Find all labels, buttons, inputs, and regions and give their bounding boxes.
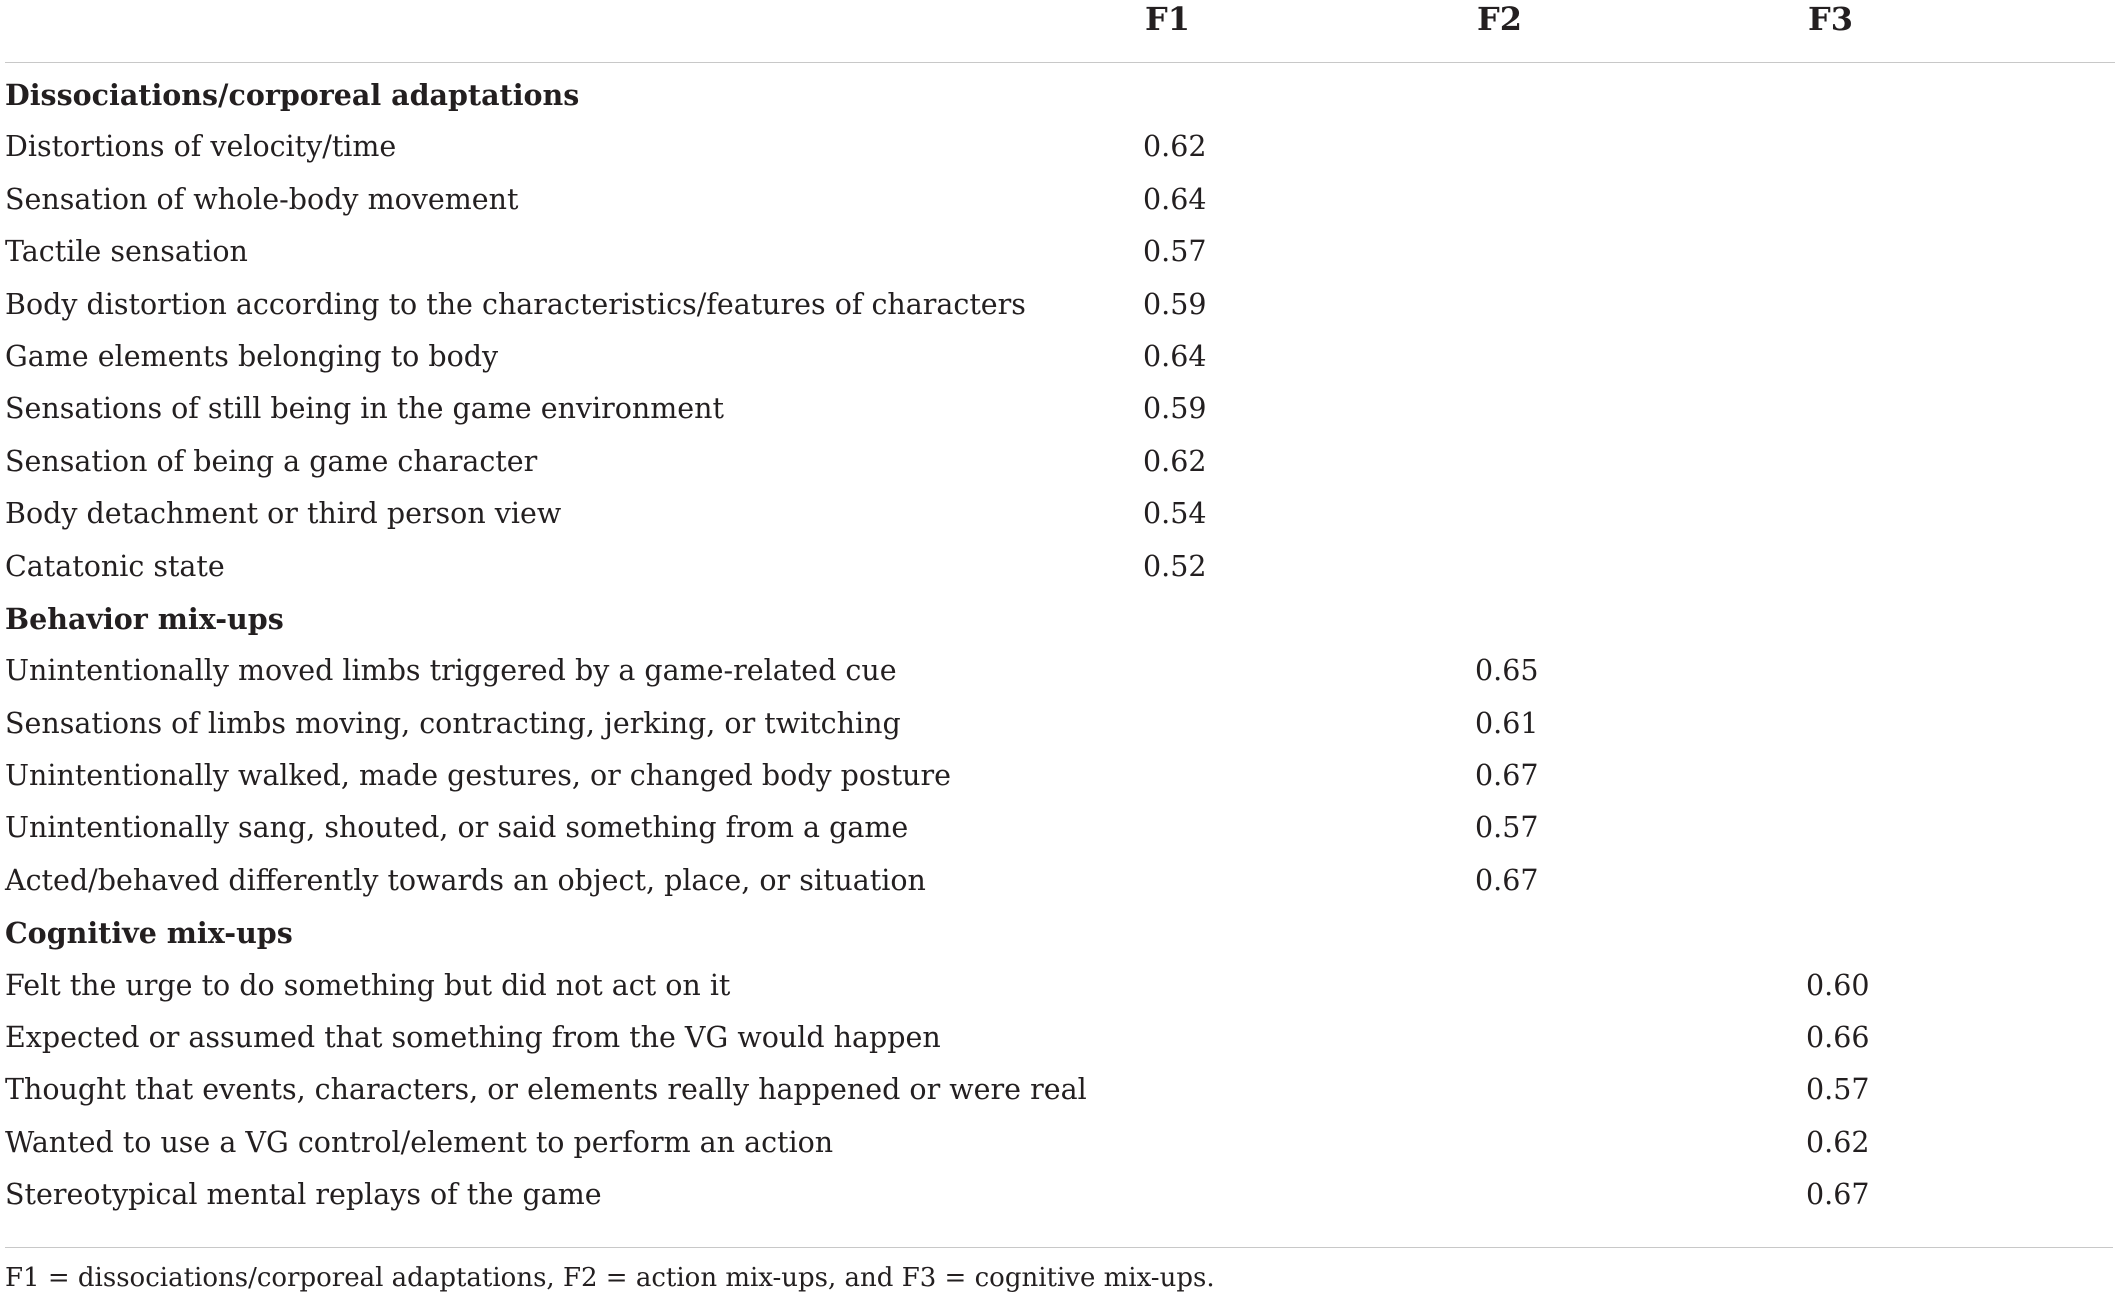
table-row — [5, 1169, 2115, 1221]
table-row — [5, 436, 2115, 488]
loading-value-f3: 0.57 — [1806, 1073, 1870, 1107]
item-label: Sensation of being a game character — [5, 444, 538, 478]
section-title: Behavior mix-ups — [5, 601, 284, 636]
item-label: Sensations of limbs moving, contracting, jerking, or twitching — [5, 706, 901, 740]
table-row — [5, 279, 2115, 331]
column-header-f3: F3 — [1808, 0, 1853, 38]
item-label: Catatonic state — [5, 549, 225, 583]
item-label: Game elements belonging to body — [5, 339, 499, 373]
item-label: Sensation of whole-body movement — [5, 182, 519, 216]
loading-value-f1: 0.64 — [1143, 339, 1207, 373]
item-label: Thought that events, characters, or elements really happened or were real — [5, 1073, 1087, 1107]
item-label: Sensations of still being in the game environment — [5, 392, 724, 426]
table-row — [5, 1117, 2115, 1169]
item-label: Distortions of velocity/time — [5, 130, 397, 164]
loading-value-f1: 0.57 — [1143, 235, 1207, 269]
table-row — [5, 174, 2115, 226]
loading-value-f1: 0.59 — [1143, 392, 1207, 426]
table-bottom-rule — [5, 1247, 2113, 1248]
column-header-f1: F1 — [1145, 0, 1190, 38]
loading-value-f2: 0.65 — [1475, 654, 1539, 688]
table-header — [5, 0, 2115, 63]
table-row — [5, 121, 2115, 173]
table-body — [5, 63, 2115, 1222]
table-row — [5, 855, 2115, 907]
loading-value-f3: 0.66 — [1806, 1021, 1870, 1055]
table-row — [5, 1064, 2115, 1116]
item-label: Unintentionally sang, shouted, or said something from a game — [5, 811, 909, 845]
item-label: Unintentionally walked, made gestures, or changed body posture — [5, 759, 951, 793]
item-label: Unintentionally moved limbs triggered by a game-related cue — [5, 654, 897, 688]
loading-value-f2: 0.61 — [1475, 706, 1539, 740]
item-label: Stereotypical mental replays of the game — [5, 1178, 602, 1212]
section-heading — [5, 69, 2115, 121]
item-label: Body distortion according to the characteristics/features of characters — [5, 287, 1026, 321]
table-row — [5, 645, 2115, 697]
table-row — [5, 541, 2115, 593]
section-heading — [5, 907, 2115, 959]
loading-value-f1: 0.52 — [1143, 549, 1207, 583]
table-row — [5, 226, 2115, 278]
item-label: Tactile sensation — [5, 235, 248, 269]
loading-value-f1: 0.59 — [1143, 287, 1207, 321]
loading-value-f2: 0.67 — [1475, 759, 1539, 793]
factor-loadings-table — [5, 0, 2115, 1222]
table-row — [5, 698, 2115, 750]
column-header-f2: F2 — [1477, 0, 1522, 38]
table-row — [5, 802, 2115, 854]
item-label: Body detachment or third person view — [5, 497, 562, 531]
loading-value-f3: 0.60 — [1806, 968, 1870, 1002]
item-label: Expected or assumed that something from the VG would happen — [5, 1021, 941, 1055]
section-title: Cognitive mix-ups — [5, 916, 293, 951]
loading-value-f1: 0.64 — [1143, 182, 1207, 216]
table-row — [5, 960, 2115, 1012]
table-row — [5, 488, 2115, 540]
item-label: Felt the urge to do something but did not act on it — [5, 968, 731, 1002]
loading-value-f1: 0.62 — [1143, 130, 1207, 164]
table-row — [5, 750, 2115, 802]
item-label: Wanted to use a VG control/element to perform an action — [5, 1125, 834, 1159]
loading-value-f3: 0.62 — [1806, 1125, 1870, 1159]
loading-value-f1: 0.62 — [1143, 444, 1207, 478]
loading-value-f2: 0.57 — [1475, 811, 1539, 845]
item-label: Acted/behaved differently towards an object, place, or situation — [5, 863, 926, 897]
table-row — [5, 1012, 2115, 1064]
loading-value-f3: 0.67 — [1806, 1178, 1870, 1212]
loading-value-f1: 0.54 — [1143, 497, 1207, 531]
table-row — [5, 383, 2115, 435]
table-row — [5, 331, 2115, 383]
table-footnote: F1 = dissociations/corporeal adaptations, F2 = action mix-ups, and F3 = cognitive mix-ups. — [5, 1263, 1215, 1293]
section-title: Dissociations/corporeal adaptations — [5, 78, 580, 112]
loading-value-f2: 0.67 — [1475, 863, 1539, 897]
section-heading — [5, 593, 2115, 645]
